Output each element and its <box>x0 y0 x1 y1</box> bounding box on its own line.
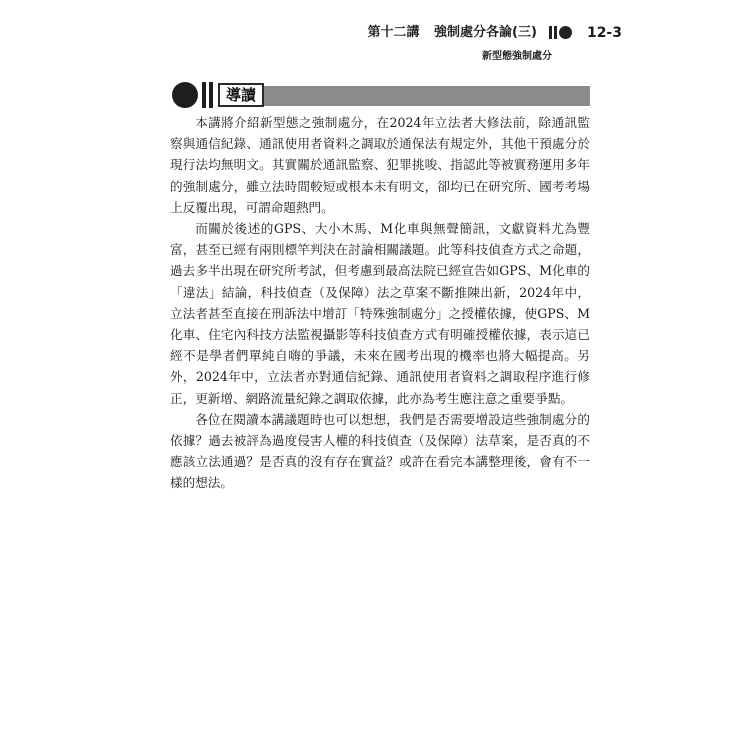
section-title: 強制處分各論(三) <box>434 25 537 40</box>
paragraph: 而關於後述的GPS、大小木馬、M化車與無聲簡訊，文獻資料尤為豐富，甚至已經有兩則標竿判決在討論相關議題。此等科技偵查方式之命題，過去多半出現在研究所考試，但考慮到最高法院已經宣告如GPS、M化車的「違法」結論，科技偵查（及保障）法之草案不斷推陳出新，2024年中，立法者甚至直接在刑訴法中增訂「特殊強制處分」之授權依據，使GPS、M化車、住宅內科技方法監視攝影等科技偵查方式有明確授權依據，表示這已經不是學者們單純自嗨的爭議，未來在國考出現的機率也將大幅提高。另外，2024年中，立法者亦對通信紀錄、通訊使用者資料之調取程序進行修正，更新增、網路流量紀錄之調取依據，此亦為考生應注意之重要爭點。 <box>170 221 590 406</box>
section-banner <box>172 82 590 108</box>
running-header <box>300 24 622 62</box>
body-text <box>170 112 590 494</box>
header-main-line <box>300 24 622 43</box>
paragraph: 本講將介紹新型態之強制處分，在2024年立法者大修法前，除通訊監察與通信紀錄、通訊使用者資料之調取於通保法有規定外，其他干預處分於現行法均無明文。其實關於通訊監察、犯罪挑唆、指認此等被實務運用多年的強制處分，雖立法時間較短或根本未有明文，卻均已在研究所、國考考場上反覆出現，可謂命題熱門。 <box>170 115 590 215</box>
paragraph: 各位在閱讀本講議題時也可以想想，我們是否需要增設這些強制處分的依據？過去被評為過度侵害人權的科技偵查（及保障）法草案，是否真的不應該立法通過？是否真的沒有存在實益？或許在看完本講整理後，會有不一樣的想法。 <box>170 411 590 491</box>
header-subtitle: 新型態強制處分 <box>482 50 552 62</box>
page-number: 12-3 <box>586 25 622 41</box>
banner-strip <box>218 86 590 106</box>
section-heading: 導讀 <box>218 83 264 107</box>
chapter-label: 第十二講 <box>367 25 420 40</box>
header-bar-dot-icon <box>549 24 572 42</box>
